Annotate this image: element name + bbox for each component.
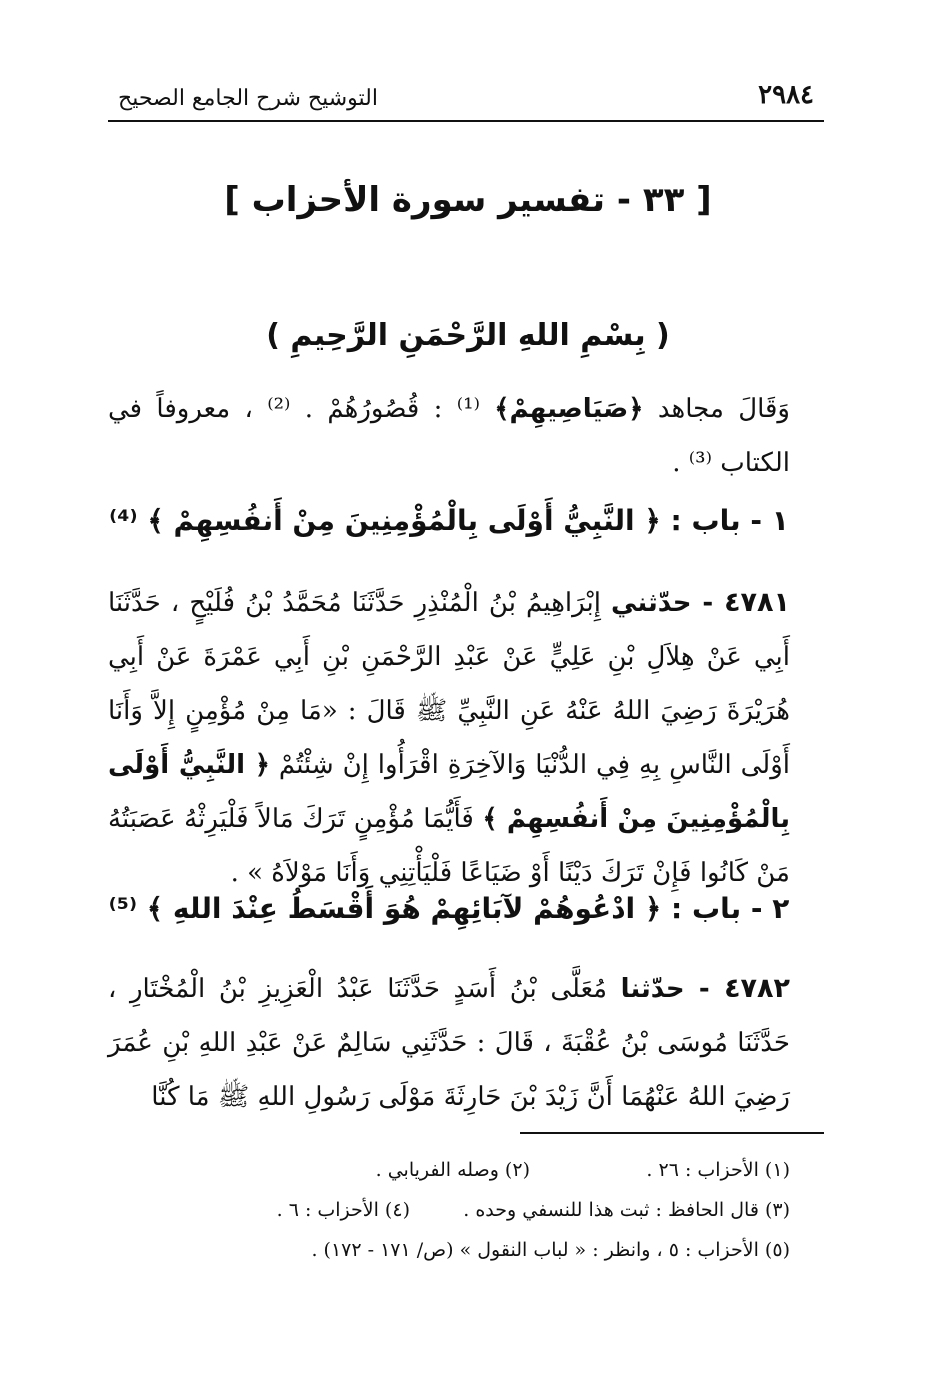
- bab-1-verse: ﴿ النَّبِيُّ أَوْلَى بِالْمُؤْمِنِينَ مِنْ أَنفُسِهِمْ ﴾: [147, 504, 661, 537]
- footnotes: [108, 1150, 790, 1270]
- footnote-2: (٢) وصله الفريابي .: [375, 1159, 530, 1181]
- bab-heading-1: [108, 504, 790, 537]
- hadith-number: ٤٧٨٢: [724, 973, 790, 1004]
- hadith-verse: ﴿ النَّبِيُّ أَوْلَى بِالْمُؤْمِنِينَ مِنْ أَنفُسِهِمْ ﴾: [108, 750, 790, 834]
- hadith-text-b: فَأَيُّمَا مُؤْمِنٍ تَرَكَ مَالاً فَلْيَرِثْهُ عَصَبَتُهُ مَنْ كَانُوا فَإِنْ تَرَكَ دَيْنًا أَوْ ضَيَاعًا فَلْيَأْتِنِي وَأَنَا مَوْلاَهُ » .: [108, 804, 790, 888]
- bab-2-label: ٢ - باب :: [661, 892, 790, 925]
- footnote-5: (٥) الأحزاب : ٥ ، وانظر : « لباب النقول » (ص/ ١٧١ - ١٧٢) .: [311, 1239, 790, 1261]
- footnote-3: (٣) قال الحافظ : ثبت هذا للنسفي وحده .: [463, 1199, 790, 1221]
- basmala: ( بِسْمِ اللهِ الرَّحْمَنِ الرَّحِيمِ ): [266, 318, 670, 353]
- hadith-4781: [108, 576, 790, 900]
- hadith-number: ٤٧٨١: [724, 587, 790, 618]
- bab-2-footnote-ref: ⁽⁵⁾: [108, 892, 147, 925]
- footnote-row: [108, 1190, 790, 1230]
- footnote-row: [108, 1230, 790, 1270]
- page-number: ٢٩٨٤: [758, 80, 814, 110]
- bab-heading-2: [108, 892, 790, 925]
- footnote-1: (١) الأحزاب : ٢٦ .: [646, 1159, 790, 1181]
- intro-text-2: ⁽¹⁾ : قُصُورُهُمْ . ⁽²⁾ ، معروفاً في الكتاب ⁽³⁾ .: [108, 394, 790, 478]
- bab-1-footnote-ref: ⁽⁴⁾: [109, 504, 148, 537]
- intro-quran-word: ﴿صَيَاصِيهِمْ﴾: [494, 394, 644, 424]
- intro-text-1: وَقَالَ مجاهد: [643, 394, 790, 424]
- hadith-4782: [108, 962, 790, 1124]
- footnote-row: [108, 1150, 790, 1190]
- hadith-lead: - حدّثني: [611, 588, 725, 618]
- page-header: [108, 72, 824, 122]
- footnote-4: (٤) الأحزاب : ٦ .: [276, 1199, 410, 1221]
- chapter-title: [ ٣٣ - تفسير سورة الأحزاب ]: [224, 180, 712, 220]
- bab-1-label: ١ - باب :: [660, 504, 789, 537]
- bab-2-verse: ﴿ ادْعُوهُمْ لآبَائِهِمْ هُوَ أَقْسَطُ عِنْدَ اللهِ ﴾: [146, 892, 662, 925]
- hadith-text: مُعَلَّى بْنُ أَسَدٍ حَدَّثَنَا عَبْدُ الْعَزِيزِ بْنُ الْمُخْتَارِ ، حَدَّثَنَا مُوسَى بْنُ عُقْبَةَ ، قَالَ : حَدَّثَنِي سَالِمٌ عَنْ عَبْدِ اللهِ بْنِ عُمَرَ رَضِيَ اللهُ عَنْهُمَا أَنَّ زَيْدَ بْنَ حَارِثَةَ مَوْلَى رَسُولِ اللهِ ﷺ مَا كُنَّا: [108, 974, 790, 1112]
- hadith-lead: - حدّثنا: [620, 974, 725, 1004]
- intro-paragraph: [108, 382, 790, 490]
- footnote-divider: [520, 1132, 824, 1134]
- hadith-text-a: إِبْرَاهِيمُ بْنُ الْمُنْذِرِ حَدَّثَنَا مُحَمَّدُ بْنُ فُلَيْحٍ ، حَدَّثَنَا أَبِي عَنْ هِلاَلِ بْنِ عَلِيٍّ عَنْ عَبْدِ الرَّحْمَنِ بْنِ أَبِي عَمْرَةَ عَنْ أَبِي هُرَيْرَةَ رَضِيَ اللهُ عَنْهُ عَنِ النَّبِيِّ ﷺ قَالَ : «مَا مِنْ مُؤْمِنٍ إِلاَّ وَأَنَا أَوْلَى النَّاسِ بِهِ فِي الدُّنْيَا وَالآخِرَةِ اقْرَأُوا إِنْ شِئْتُمْ: [108, 588, 790, 780]
- running-title: التوشيح شرح الجامع الصحيح: [118, 86, 378, 111]
